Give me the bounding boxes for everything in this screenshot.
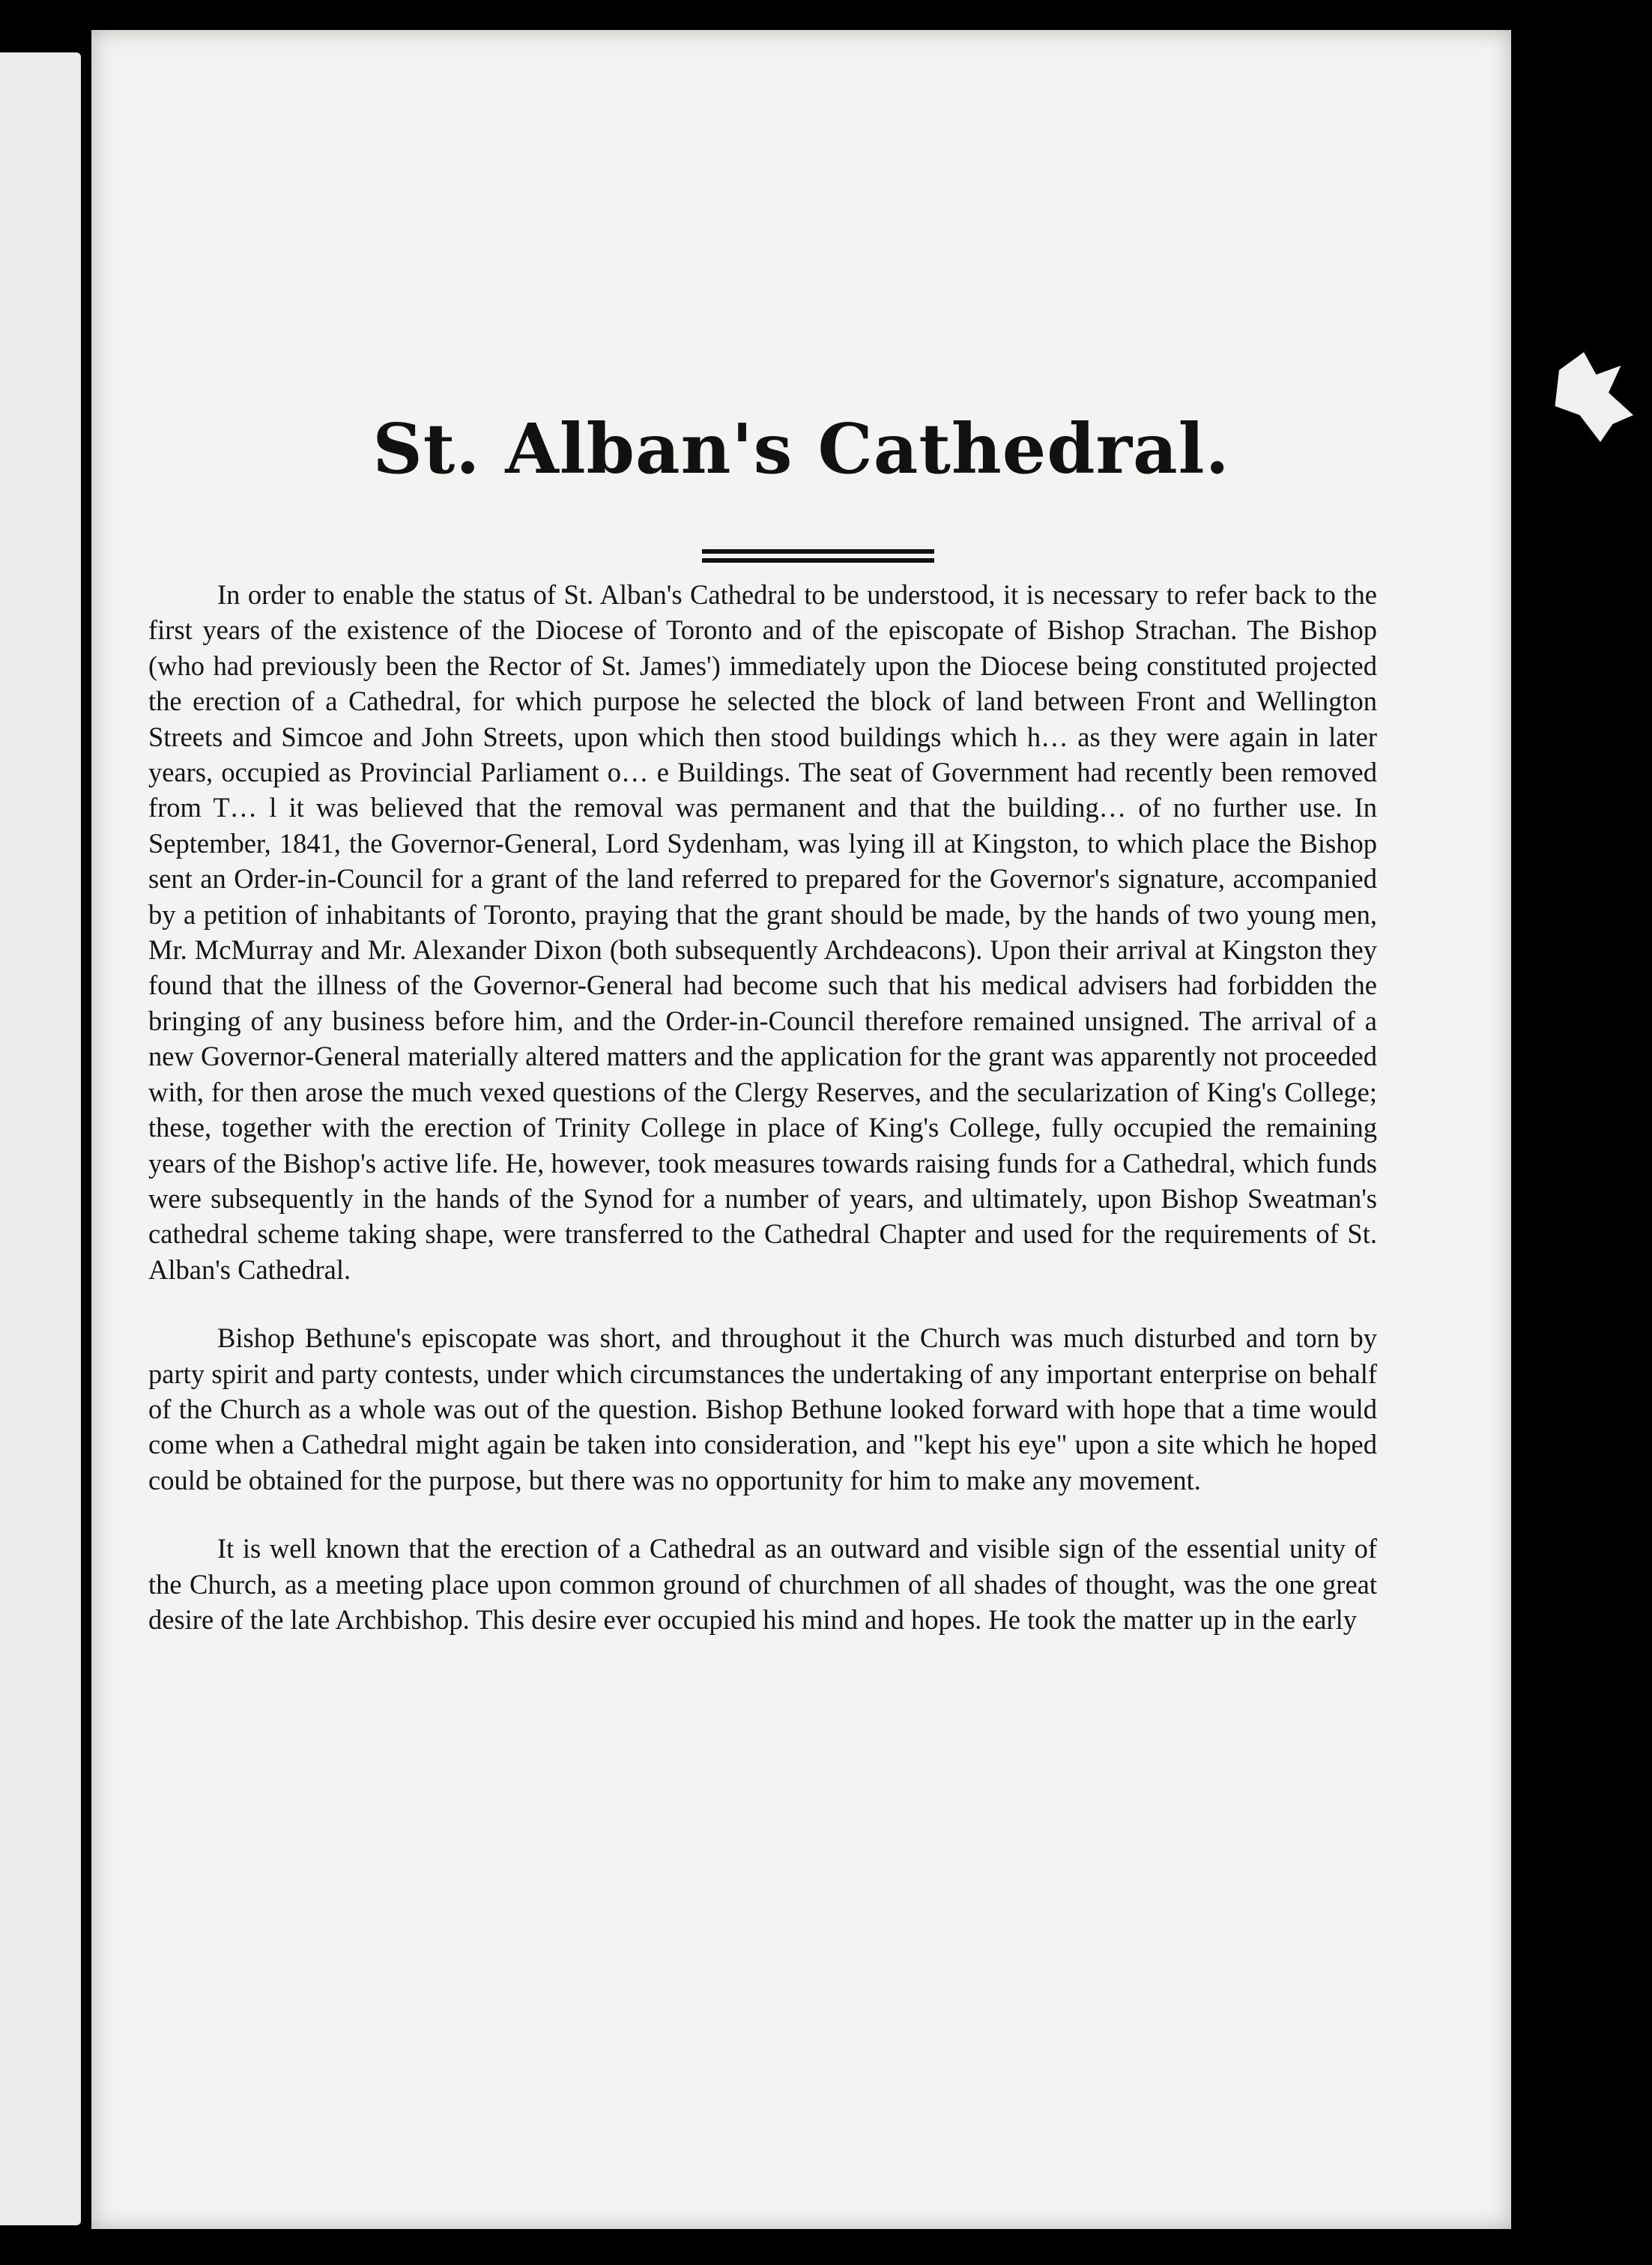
rule-line-bottom: [702, 558, 934, 563]
torn-paper-fragment: [1551, 352, 1633, 442]
document-body: [148, 577, 1377, 1670]
facing-page-edge: [0, 52, 81, 2225]
paragraph-2: Bishop Bethune's episcopate was short, and throughout it the Church was much disturbed and torn by party spirit and party contests, under which circumstances the undertaking of any important enterprise on behalf of the Church as a whole was out of the question. Bishop Bethune looked forward with hope that a time would come when a Cathedral might again be taken into consideration, and "kept his eye" upon a site which he hoped could be obtained for the purpose, but there was no opportunity for him to make any movement.: [148, 1322, 1377, 1496]
paragraph-1: In order to enable the status of St. Alban's Cathedral to be understood, it is necessary to refer back to the first years of the existence of the Diocese of Toronto and of the episcopate of Bishop Strachan. The Bishop (who had previously been the Rector of St. James') immediately upon the Diocese being constituted projected the erection of a Cathedral, for which purpose he selected the block of land between Front and Wellington Streets and Simcoe and John Streets, upon which then stood buildings which h… as they were again in later years, occupied as Provincial Parliament o… e Buildings. The seat of Government had recently been removed from T… l it was believed that the removal was permanent and that the building… of no further use. In September, 1841, the Governor-General, Lord Sydenham, was lying ill at Kingston, to which place the Bishop sent an Order-in-Council for a grant of the land referred to prepared for the Governor's signature, accompanied by a petition of inhabitants of Toronto, praying that the grant should be made, by the hands of two young men, Mr. McMurray and Mr. Alexander Dixon (both subsequently Archdeacons). Upon their arrival at Kingston they found that the illness of the Governor-General had become such that his medical advisers had forbidden the bringing of any business before him, and the Order-in-Council therefore remained unsigned. The arrival of a new Governor-General materially altered matters and the application for the grant was apparently not proceeded with, for then arose the much vexed questions of the Clergy Reserves, and the secularization of King's College; these, together with the erection of Trinity College in place of King's College, fully occupied the remaining years of the Bishop's active life. He, however, took measures towards raising funds for a Cathedral, which funds were subsequently in the hands of the Synod for a number of years, and ultimately, upon Bishop Sweatman's cathedral scheme taking shape, were transferred to the Cathedral Chapter and used for the requirements of St. Alban's Cathedral.: [148, 579, 1377, 1285]
page-title: St. Alban's Cathedral.: [372, 408, 1230, 489]
rule-line-top: [702, 549, 934, 554]
title-double-rule: [702, 549, 934, 566]
paragraph-3: It is well known that the erection of a Cathedral as an outward and visible sign of the essential unity of the Church, as a meeting place upon common ground of churchmen of all shades of thought, was the one great desire of the late Archbishop. This desire ever occupied his mind and hopes. He took the matter up in the early: [148, 1533, 1377, 1635]
